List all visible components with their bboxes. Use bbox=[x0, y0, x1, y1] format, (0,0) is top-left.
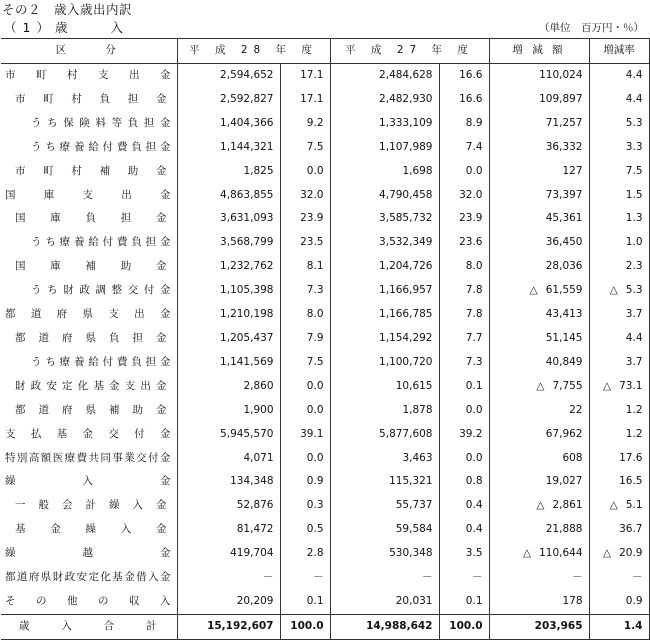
fy27-amount: 1,166,957 bbox=[330, 279, 439, 303]
total-change-rate: 1.4 bbox=[589, 614, 649, 639]
fy27-share: 16.6 bbox=[439, 88, 489, 112]
total-label bbox=[1, 614, 177, 639]
table-row bbox=[1, 112, 649, 136]
row-label-text: 都道府県支出金 bbox=[5, 308, 171, 321]
fy28-amount: 20,209 bbox=[177, 590, 280, 614]
row-label bbox=[1, 542, 177, 566]
fy27-amount: 530,348 bbox=[330, 542, 439, 566]
row-label bbox=[1, 64, 177, 88]
change-rate bbox=[589, 351, 649, 375]
fy27-amount: 1,204,726 bbox=[330, 255, 439, 279]
fy28-share: 7.9 bbox=[280, 327, 330, 351]
cell-value: 22 bbox=[569, 403, 583, 416]
change-rate bbox=[589, 327, 649, 351]
change-rate bbox=[589, 255, 649, 279]
fy27-share: 7.8 bbox=[439, 303, 489, 327]
header-change-rate: 増減率 bbox=[589, 39, 649, 64]
fy28-share: 7.3 bbox=[280, 279, 330, 303]
change-rate bbox=[589, 447, 649, 471]
fy28-share: 39.1 bbox=[280, 423, 330, 447]
cell-value: 1.0 bbox=[625, 236, 643, 249]
cell-value: 127 bbox=[562, 164, 583, 177]
fy28-share: － bbox=[280, 566, 330, 590]
fy27-amount: 1,333,109 bbox=[330, 112, 439, 136]
fy28-share: 9.2 bbox=[280, 112, 330, 136]
fy28-amount: 1,404,366 bbox=[177, 112, 280, 136]
cell-value: 36.7 bbox=[619, 523, 643, 536]
table-row bbox=[1, 327, 649, 351]
change-rate bbox=[589, 112, 649, 136]
cell-value: 21,888 bbox=[545, 523, 583, 536]
negative-mark: △ bbox=[529, 284, 538, 297]
change-amount bbox=[489, 231, 589, 255]
row-label-text: 国庫支出金 bbox=[5, 188, 171, 201]
cell-value: 7.5 bbox=[625, 164, 643, 177]
row-label-text: 市町村補助金 bbox=[15, 164, 167, 177]
section-title: （1）歳 入 bbox=[4, 20, 129, 35]
fy27-share: 8.0 bbox=[439, 255, 489, 279]
row-label bbox=[1, 279, 177, 303]
table-row bbox=[1, 542, 649, 566]
fy27-share: 23.9 bbox=[439, 207, 489, 231]
change-rate bbox=[589, 136, 649, 160]
fy28-share: 8.0 bbox=[280, 303, 330, 327]
fy28-share: 0.5 bbox=[280, 518, 330, 542]
row-label bbox=[1, 566, 177, 590]
change-amount bbox=[489, 566, 589, 590]
change-rate bbox=[589, 303, 649, 327]
fy27-share: 0.4 bbox=[439, 494, 489, 518]
row-label-text: 都道府県補助金 bbox=[15, 403, 167, 416]
page-title: その２ 歳入歳出内訳 bbox=[2, 2, 133, 17]
fy28-share: 23.5 bbox=[280, 231, 330, 255]
fy27-share: 7.8 bbox=[439, 279, 489, 303]
total-fy27-share: 100.0 bbox=[439, 614, 489, 639]
fy28-amount: 1,205,437 bbox=[177, 327, 280, 351]
fy27-share: 3.5 bbox=[439, 542, 489, 566]
change-rate bbox=[589, 231, 649, 255]
fy28-amount: 1,105,398 bbox=[177, 279, 280, 303]
cell-value: 61,559 bbox=[545, 284, 583, 297]
fy28-amount: 1,144,321 bbox=[177, 136, 280, 160]
cell-value: 36,450 bbox=[545, 236, 583, 249]
fy27-share: 0.1 bbox=[439, 590, 489, 614]
fy27-share: 0.0 bbox=[439, 447, 489, 471]
fy28-amount: 2,860 bbox=[177, 375, 280, 399]
cell-value: 4.4 bbox=[625, 331, 643, 344]
table-row bbox=[1, 184, 649, 208]
fy27-amount: 115,321 bbox=[330, 470, 439, 494]
row-label bbox=[1, 88, 177, 112]
row-label-text: うち療養給付費負担金 bbox=[31, 140, 171, 153]
row-label-text: うち療養給付費負担金 bbox=[31, 355, 171, 368]
change-rate bbox=[589, 470, 649, 494]
table-row bbox=[1, 255, 649, 279]
row-label bbox=[1, 303, 177, 327]
cell-value: 45,361 bbox=[545, 212, 583, 225]
change-amount bbox=[489, 184, 589, 208]
row-label-text: 国庫負担金 bbox=[15, 212, 167, 225]
table-row bbox=[1, 303, 649, 327]
negative-mark: △ bbox=[603, 547, 612, 560]
cell-value: 36,332 bbox=[545, 140, 583, 153]
cell-value: 110,644 bbox=[539, 547, 583, 560]
negative-mark: △ bbox=[609, 284, 618, 297]
fy27-share: 8.9 bbox=[439, 112, 489, 136]
fy28-share: 0.1 bbox=[280, 590, 330, 614]
fy28-share: 8.1 bbox=[280, 255, 330, 279]
change-rate bbox=[589, 494, 649, 518]
cell-value: 109,897 bbox=[539, 92, 583, 105]
fy28-share: 17.1 bbox=[280, 64, 330, 88]
cell-value: 2,861 bbox=[552, 499, 583, 512]
change-rate bbox=[589, 184, 649, 208]
fy27-amount: 2,482,930 bbox=[330, 88, 439, 112]
row-label-text: うち財政調整交付金 bbox=[31, 284, 171, 297]
cell-value: 0.9 bbox=[625, 594, 643, 607]
header-change: 増 減 額 bbox=[489, 39, 589, 64]
cell-value: 73,397 bbox=[545, 188, 583, 201]
change-amount bbox=[489, 207, 589, 231]
change-amount bbox=[489, 327, 589, 351]
fy27-amount: 55,737 bbox=[330, 494, 439, 518]
fy27-amount: 1,166,785 bbox=[330, 303, 439, 327]
row-label bbox=[1, 590, 177, 614]
change-rate bbox=[589, 518, 649, 542]
header-fy28: 平 成 28 年 度 bbox=[177, 39, 330, 64]
row-label-text: 市町村負担金 bbox=[15, 92, 167, 105]
fy28-amount: 4,071 bbox=[177, 447, 280, 471]
row-label bbox=[1, 423, 177, 447]
fy27-share: 39.2 bbox=[439, 423, 489, 447]
fy27-amount: 5,877,608 bbox=[330, 423, 439, 447]
row-label-text: 国庫補助金 bbox=[15, 260, 167, 273]
change-amount bbox=[489, 375, 589, 399]
fy28-amount: 2,594,652 bbox=[177, 64, 280, 88]
cell-value: 71,257 bbox=[545, 116, 583, 129]
fy28-amount: 52,876 bbox=[177, 494, 280, 518]
row-label bbox=[1, 351, 177, 375]
change-rate bbox=[589, 64, 649, 88]
negative-mark: △ bbox=[603, 379, 612, 392]
fy28-amount: 3,568,799 bbox=[177, 231, 280, 255]
change-amount bbox=[489, 88, 589, 112]
row-label-text: その他の収入 bbox=[5, 594, 171, 607]
row-label-text: 支払基金交付金 bbox=[5, 427, 171, 440]
row-label-text: 市町村支出金 bbox=[5, 69, 171, 81]
fy27-amount: 3,463 bbox=[330, 447, 439, 471]
total-fy28-amount: 15,192,607 bbox=[177, 614, 280, 639]
change-amount bbox=[489, 423, 589, 447]
cell-value: 3.3 bbox=[625, 140, 643, 153]
fy27-amount: 1,107,989 bbox=[330, 136, 439, 160]
cell-value: 4.4 bbox=[625, 92, 643, 105]
row-label bbox=[1, 184, 177, 208]
table-header-row bbox=[1, 39, 649, 64]
table-row bbox=[1, 566, 649, 590]
negative-mark: △ bbox=[536, 379, 545, 392]
fy28-amount: 3,631,093 bbox=[177, 207, 280, 231]
change-rate bbox=[589, 590, 649, 614]
row-label-text: 繰入金 bbox=[5, 475, 171, 488]
total-change-amount: 203,965 bbox=[489, 614, 589, 639]
total-row bbox=[1, 614, 649, 639]
table-row bbox=[1, 207, 649, 231]
cell-value: 28,036 bbox=[545, 260, 583, 273]
cell-value: 1.2 bbox=[625, 403, 643, 416]
fy27-share: 0.1 bbox=[439, 375, 489, 399]
fy27-share: 23.6 bbox=[439, 231, 489, 255]
cell-value: 73.1 bbox=[619, 379, 643, 392]
change-rate bbox=[589, 160, 649, 184]
change-rate bbox=[589, 375, 649, 399]
table-row bbox=[1, 494, 649, 518]
change-amount bbox=[489, 136, 589, 160]
fy27-amount: 3,585,732 bbox=[330, 207, 439, 231]
fy28-amount: 1,210,198 bbox=[177, 303, 280, 327]
table-row bbox=[1, 88, 649, 112]
fy28-share: 7.5 bbox=[280, 136, 330, 160]
cell-value: 1.5 bbox=[625, 188, 643, 201]
cell-value: 5.1 bbox=[625, 499, 643, 512]
cell-value: 1.3 bbox=[625, 212, 643, 225]
cell-value: 20.9 bbox=[619, 547, 643, 560]
change-amount bbox=[489, 160, 589, 184]
header-fy27: 平 成 27 年 度 bbox=[330, 39, 489, 64]
table-row bbox=[1, 470, 649, 494]
table-row bbox=[1, 231, 649, 255]
fy27-amount: 4,790,458 bbox=[330, 184, 439, 208]
change-amount bbox=[489, 399, 589, 423]
row-label bbox=[1, 255, 177, 279]
change-rate bbox=[589, 88, 649, 112]
cell-value: 51,145 bbox=[545, 331, 583, 344]
row-label-text: 都道府県財政安定化基金借入金 bbox=[5, 571, 171, 584]
fy28-amount: 419,704 bbox=[177, 542, 280, 566]
cell-value: 178 bbox=[562, 594, 583, 607]
table-row bbox=[1, 518, 649, 542]
fy28-share: 7.5 bbox=[280, 351, 330, 375]
table-row bbox=[1, 590, 649, 614]
fy27-share: 7.4 bbox=[439, 136, 489, 160]
fy27-share: 0.0 bbox=[439, 160, 489, 184]
table-row bbox=[1, 64, 649, 88]
fy27-share: 16.6 bbox=[439, 64, 489, 88]
fy27-share: 0.8 bbox=[439, 470, 489, 494]
row-label-text: 財政安定化基金支出金 bbox=[15, 379, 167, 392]
change-amount bbox=[489, 279, 589, 303]
fy27-share: 7.3 bbox=[439, 351, 489, 375]
fy27-amount: 1,878 bbox=[330, 399, 439, 423]
table-row bbox=[1, 399, 649, 423]
fy28-share: 0.0 bbox=[280, 447, 330, 471]
cell-value: 17.6 bbox=[619, 451, 643, 464]
fy27-amount: 59,584 bbox=[330, 518, 439, 542]
change-amount bbox=[489, 542, 589, 566]
row-label bbox=[1, 470, 177, 494]
cell-value: 1.2 bbox=[625, 427, 643, 440]
cell-value: － bbox=[632, 571, 643, 584]
fy28-share: 32.0 bbox=[280, 184, 330, 208]
cell-value: 3.7 bbox=[625, 355, 643, 368]
row-label bbox=[1, 160, 177, 184]
change-amount bbox=[489, 494, 589, 518]
fy28-amount: 5,945,570 bbox=[177, 423, 280, 447]
fy27-share: 32.0 bbox=[439, 184, 489, 208]
fy28-share: 17.1 bbox=[280, 88, 330, 112]
row-label bbox=[1, 327, 177, 351]
cell-value: 16.5 bbox=[619, 475, 643, 488]
row-label-text: 基金繰入金 bbox=[15, 523, 167, 536]
total-label-text: 歳入合計 bbox=[19, 619, 157, 632]
fy27-amount: 10,615 bbox=[330, 375, 439, 399]
unit-note: （単位 百万円・％） bbox=[539, 22, 644, 34]
fy28-share: 0.3 bbox=[280, 494, 330, 518]
fy28-share: 0.0 bbox=[280, 399, 330, 423]
fy28-amount: 1,232,762 bbox=[177, 255, 280, 279]
change-amount bbox=[489, 518, 589, 542]
table-row bbox=[1, 351, 649, 375]
fy28-amount: 2,592,827 bbox=[177, 88, 280, 112]
row-label-text: 都道府県負担金 bbox=[15, 331, 167, 344]
cell-value: 4.4 bbox=[625, 69, 643, 81]
change-rate bbox=[589, 399, 649, 423]
fy27-amount: 1,154,292 bbox=[330, 327, 439, 351]
change-rate bbox=[589, 207, 649, 231]
change-amount bbox=[489, 255, 589, 279]
cell-value: 43,413 bbox=[545, 308, 583, 321]
fy28-amount: 4,863,855 bbox=[177, 184, 280, 208]
fy27-amount: － bbox=[330, 566, 439, 590]
change-amount bbox=[489, 470, 589, 494]
row-label bbox=[1, 231, 177, 255]
row-label bbox=[1, 399, 177, 423]
fy27-share: 0.4 bbox=[439, 518, 489, 542]
row-label bbox=[1, 447, 177, 471]
cell-value: 608 bbox=[562, 451, 583, 464]
fy28-share: 23.9 bbox=[280, 207, 330, 231]
fy28-share: 2.8 bbox=[280, 542, 330, 566]
fy27-share: 7.7 bbox=[439, 327, 489, 351]
table-row bbox=[1, 375, 649, 399]
total-fy28-share: 100.0 bbox=[280, 614, 330, 639]
fy28-amount: 81,472 bbox=[177, 518, 280, 542]
change-amount bbox=[489, 303, 589, 327]
revenue-table bbox=[1, 38, 650, 640]
table-row bbox=[1, 447, 649, 471]
row-label-text: 特別高額医療費共同事業交付金 bbox=[5, 451, 171, 464]
cell-value: 5.3 bbox=[625, 116, 643, 129]
cell-value: 40,849 bbox=[545, 355, 583, 368]
fy27-amount: 2,484,628 bbox=[330, 64, 439, 88]
fy28-amount: － bbox=[177, 566, 280, 590]
negative-mark: △ bbox=[523, 547, 532, 560]
negative-mark: △ bbox=[609, 499, 618, 512]
row-label-text: 一般会計繰入金 bbox=[15, 499, 167, 512]
change-rate bbox=[589, 279, 649, 303]
fy28-amount: 1,825 bbox=[177, 160, 280, 184]
row-label bbox=[1, 207, 177, 231]
row-label bbox=[1, 112, 177, 136]
row-label bbox=[1, 136, 177, 160]
change-rate bbox=[589, 542, 649, 566]
total-fy27-amount: 14,988,642 bbox=[330, 614, 439, 639]
cell-value: 7,755 bbox=[552, 379, 583, 392]
fy28-share: 0.0 bbox=[280, 160, 330, 184]
row-label-text: 繰越金 bbox=[5, 547, 171, 560]
row-label-text: うち療養給付費負担金 bbox=[31, 236, 171, 249]
change-amount bbox=[489, 447, 589, 471]
fy27-amount: 1,100,720 bbox=[330, 351, 439, 375]
fy27-amount: 3,532,349 bbox=[330, 231, 439, 255]
fy28-share: 0.0 bbox=[280, 375, 330, 399]
fy28-amount: 134,348 bbox=[177, 470, 280, 494]
fy27-share: 0.0 bbox=[439, 399, 489, 423]
cell-value: － bbox=[572, 571, 583, 584]
table-row bbox=[1, 160, 649, 184]
header-category: 区 分 bbox=[1, 39, 177, 64]
table-row bbox=[1, 279, 649, 303]
change-amount bbox=[489, 64, 589, 88]
change-amount bbox=[489, 112, 589, 136]
fy27-share: － bbox=[439, 566, 489, 590]
row-label bbox=[1, 375, 177, 399]
row-label-text: うち保険料等負担金 bbox=[31, 116, 171, 129]
row-label bbox=[1, 518, 177, 542]
table-row bbox=[1, 136, 649, 160]
cell-value: 2.3 bbox=[625, 260, 643, 273]
fy27-amount: 20,031 bbox=[330, 590, 439, 614]
row-label bbox=[1, 494, 177, 518]
negative-mark: △ bbox=[536, 499, 545, 512]
change-amount bbox=[489, 590, 589, 614]
cell-value: 19,027 bbox=[545, 475, 583, 488]
change-rate bbox=[589, 423, 649, 447]
change-amount bbox=[489, 351, 589, 375]
fy28-amount: 1,900 bbox=[177, 399, 280, 423]
change-rate bbox=[589, 566, 649, 590]
cell-value: 67,962 bbox=[545, 427, 583, 440]
cell-value: 3.7 bbox=[625, 308, 643, 321]
table-row bbox=[1, 423, 649, 447]
fy28-share: 0.9 bbox=[280, 470, 330, 494]
cell-value: 110,024 bbox=[539, 69, 583, 81]
fy28-amount: 1,141,569 bbox=[177, 351, 280, 375]
cell-value: 5.3 bbox=[625, 284, 643, 297]
fy27-amount: 1,698 bbox=[330, 160, 439, 184]
